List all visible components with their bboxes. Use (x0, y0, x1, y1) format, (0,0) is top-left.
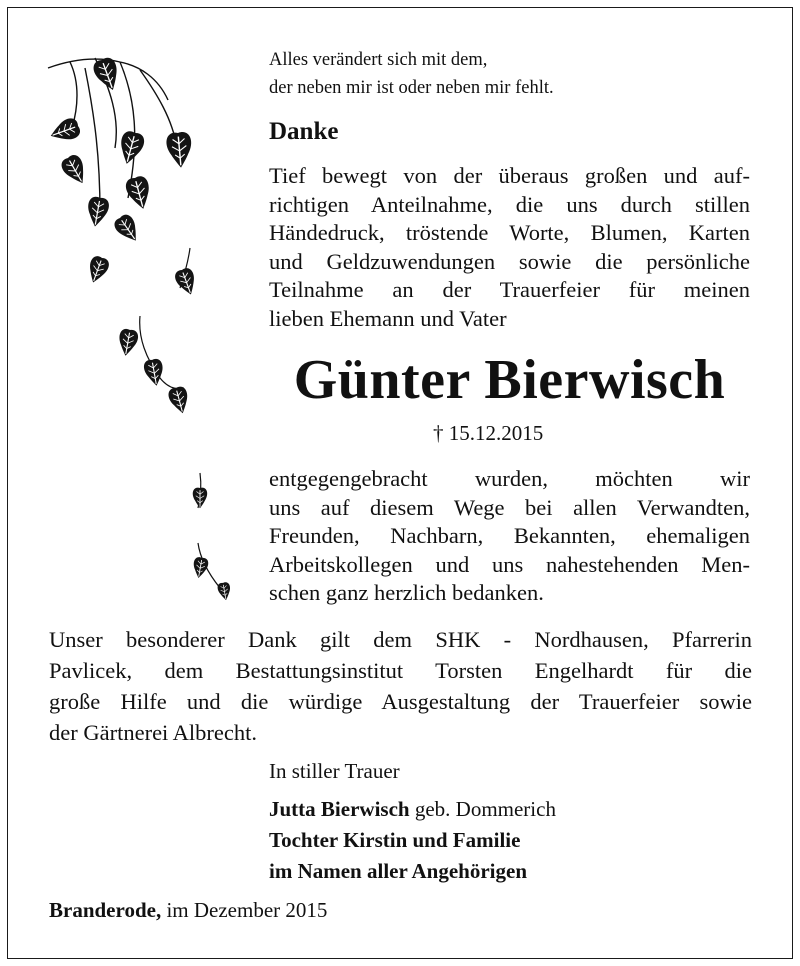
closing-phrase: In stiller Trauer (269, 759, 400, 783)
thanks-line: uns auf diesem Wege bei allen Verwandten, (269, 494, 750, 520)
leaf-cluster-upper (47, 56, 193, 286)
birch-leaves-icon (40, 48, 240, 618)
widow-maiden-name: geb. Dommerich (414, 797, 556, 821)
thanks-line: Freunden, Nachbarn, Bekannten, ehemaligen (269, 523, 750, 549)
special-thanks-line: der Gärtnerei Albrecht. (49, 720, 258, 745)
intro-line: richtigen Anteilnahme, die uns durch stillen (269, 191, 750, 217)
leaf-cluster-middle (116, 248, 199, 416)
leaf-cluster-lower (191, 473, 232, 601)
widow-name: Jutta Bierwisch (269, 797, 410, 821)
special-thanks-paragraph (49, 624, 752, 748)
special-thanks-line: große Hilfe und die würdige Ausgestaltung der Trauerfeier sowie (49, 689, 752, 714)
intro-line: lieben Ehemann und Vater (269, 305, 507, 331)
motto-line-1: Alles verändert sich mit dem, (269, 50, 488, 70)
intro-line: Tief bewegt von der überaus großen und auf- (269, 163, 750, 188)
intro-line: und Geldzuwendungen sowie die persönliche (269, 248, 750, 274)
thanks-line: schen ganz herzlich bedanken. (269, 580, 544, 606)
special-thanks-line: Unser besonderer Dank gilt dem SHK - Nordhausen, Pfarrerin (49, 627, 752, 652)
thanks-line: Arbeitskollegen und uns nahestehenden Men- (269, 551, 750, 577)
intro-line: Händedruck, tröstende Worte, Blumen, Karten (269, 220, 750, 246)
intro-paragraph (269, 162, 750, 334)
thanks-paragraph (269, 465, 750, 608)
special-thanks-line: Pavlicek, dem Bestattungsinstitut Torsten Engelhardt für die (49, 658, 752, 683)
place-town: Branderode, (49, 898, 162, 922)
cross-icon: † (433, 421, 444, 445)
intro-line: Teilnahme an der Trauerfeier für meinen (269, 277, 750, 303)
thanks-line: entgegengebracht wurden, möchten wir (269, 466, 750, 491)
signatory-daughter: Tochter Kirstin und Familie (269, 828, 521, 852)
signatory-widow (269, 794, 556, 825)
motto-line-2: der neben mir ist oder neben mir fehlt. (269, 78, 554, 98)
place-date (49, 898, 327, 923)
place-date-value: im Dezember 2015 (166, 898, 328, 922)
death-date (433, 421, 543, 446)
heading-danke: Danke (269, 118, 339, 145)
signatory-relatives: im Namen aller Angehörigen (269, 859, 528, 883)
motto (269, 46, 554, 102)
signatories (269, 794, 556, 887)
death-date-value: 15.12.2015 (448, 421, 544, 445)
deceased-name: Günter Bierwisch (293, 349, 726, 411)
